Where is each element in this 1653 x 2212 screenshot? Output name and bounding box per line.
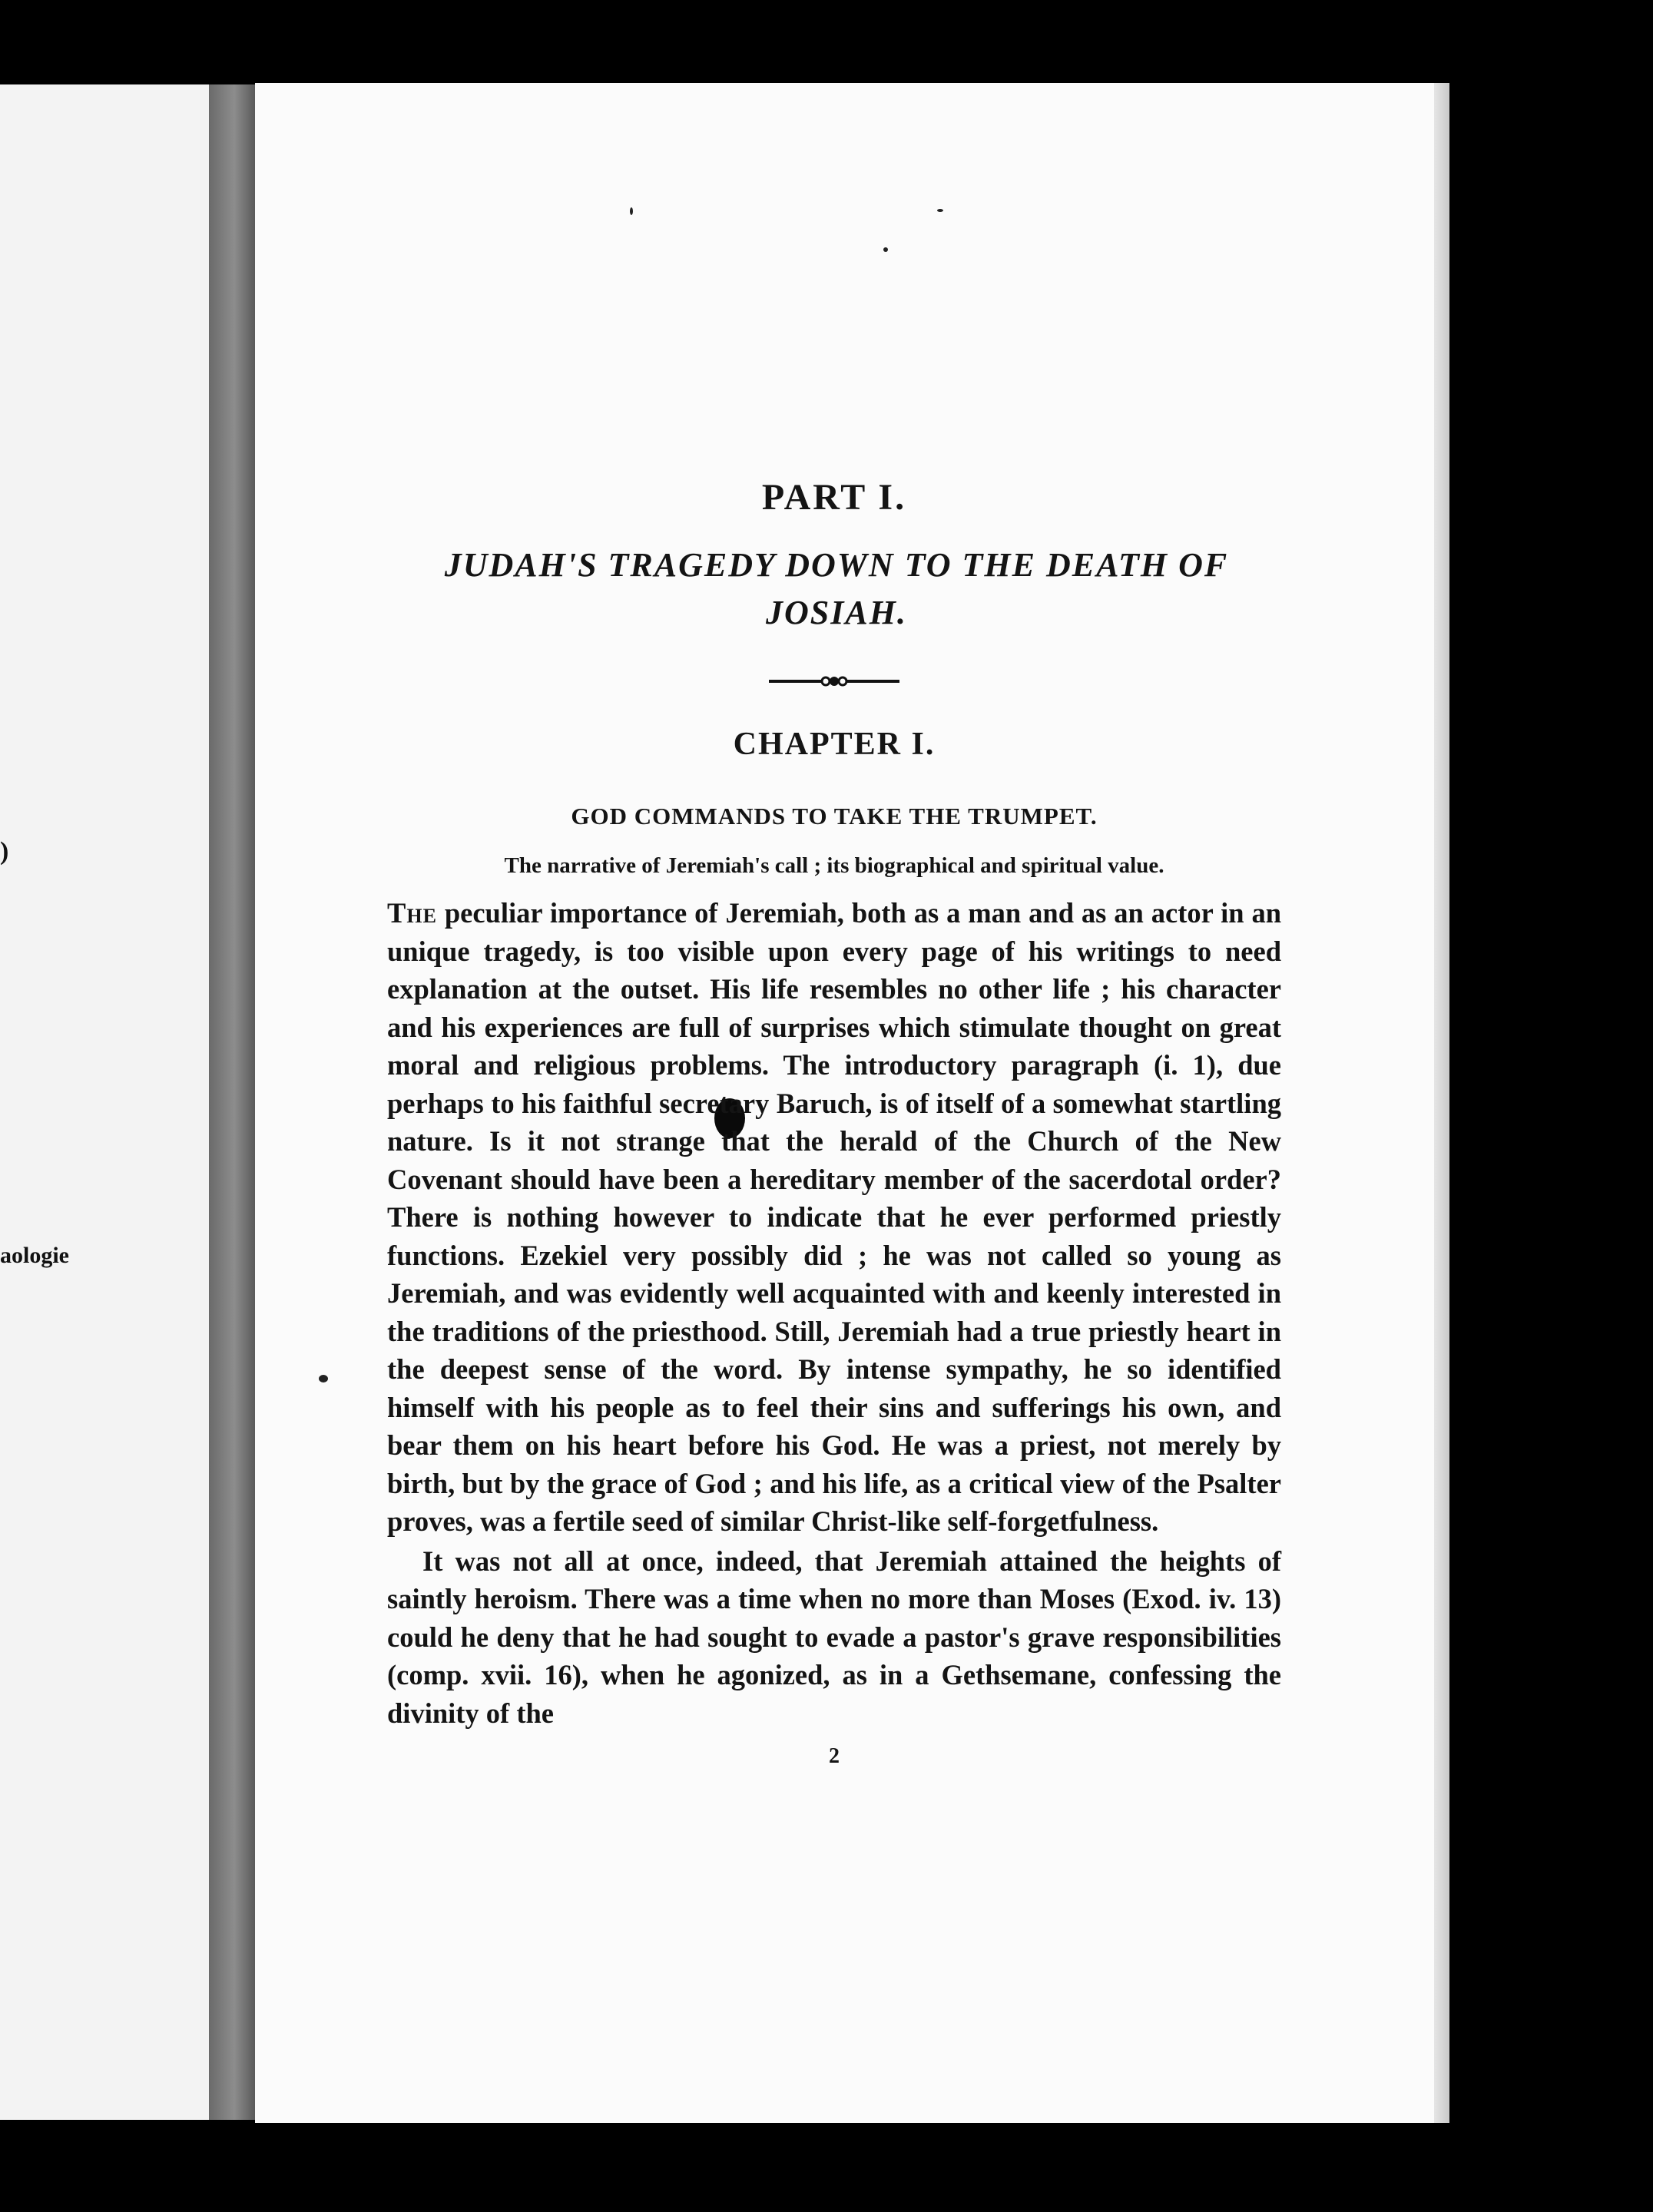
scan-speck [937, 209, 943, 212]
paragraph-1 [387, 894, 1281, 1541]
paragraph-2: It was not all at once, indeed, that Jeremiah attained the heights of saintly heroism. There was a time when no more than Moses (Exod. iv. 13) could he deny that he had sought to evade a pastor's grave responsibilities (comp. xvii. 16), when he agonized, as in a Gethsemane, confessing the divinity of the [387, 1545, 1281, 1729]
page-content [387, 461, 1281, 1769]
page-number: 2 [829, 1744, 840, 1768]
scan-speck [883, 247, 888, 252]
scan-speck [319, 1375, 328, 1382]
chapter-title: CHAPTER I. [733, 727, 936, 762]
left-facing-page [0, 84, 209, 2120]
part-title: PART I. [761, 477, 907, 518]
page-edge [1434, 83, 1449, 2123]
chapter-summary: The narrative of Jeremiah's call ; its biographical and spiritual value. [504, 853, 1164, 878]
section-title: JUDAH'S TRAGEDY DOWN TO THE DEATH OF JOSIAH. [444, 546, 1229, 631]
body-text [387, 894, 1281, 1732]
left-page-fragment-2: aologie [0, 1243, 69, 1268]
paragraph-lead-word: The [387, 897, 437, 929]
paragraph-1-text: peculiar importance of Jeremiah, both as a man and as an actor in an unique tragedy, is too visible upon every page of his writings to need explanation at the outset. His life resembles no other life ; his character and his experiences are full of surprises which stimulate thought on great moral and religious problems. The introductory paragraph (i. 1), due perhaps to his faithful secretary Baruch, is of itself of a somewhat startling nature. Is it not strange that the herald of the Church of the New Covenant should have been a hereditary member of the sacerdotal order? There is nothing however to indicate that he ever performed priestly functions. Ezekiel very possibly did ; he was not called so young as Jeremiah, and was evidently well acquainted with and keenly interested in the traditions of the priesthood. Still, Jeremiah had a true priestly heart in the deepest sense of the word. By intense sympathy, he so identified himself with his people as to feel their sins and sufferings his own, and bear them on his heart before his God. He was a priest, not merely by birth, but by the grace of God ; and his life, as a critical view of the Psalter proves, was a fertile seed of similar Christ-like self-forgetfulness. [387, 897, 1281, 1537]
scan-speck [630, 207, 633, 215]
ornament-divider [769, 675, 899, 687]
left-page-fragment-1: ) [0, 837, 9, 866]
chapter-heading: GOD COMMANDS TO TAKE THE TRUMPET. [571, 803, 1098, 830]
book-gutter [209, 84, 255, 2120]
